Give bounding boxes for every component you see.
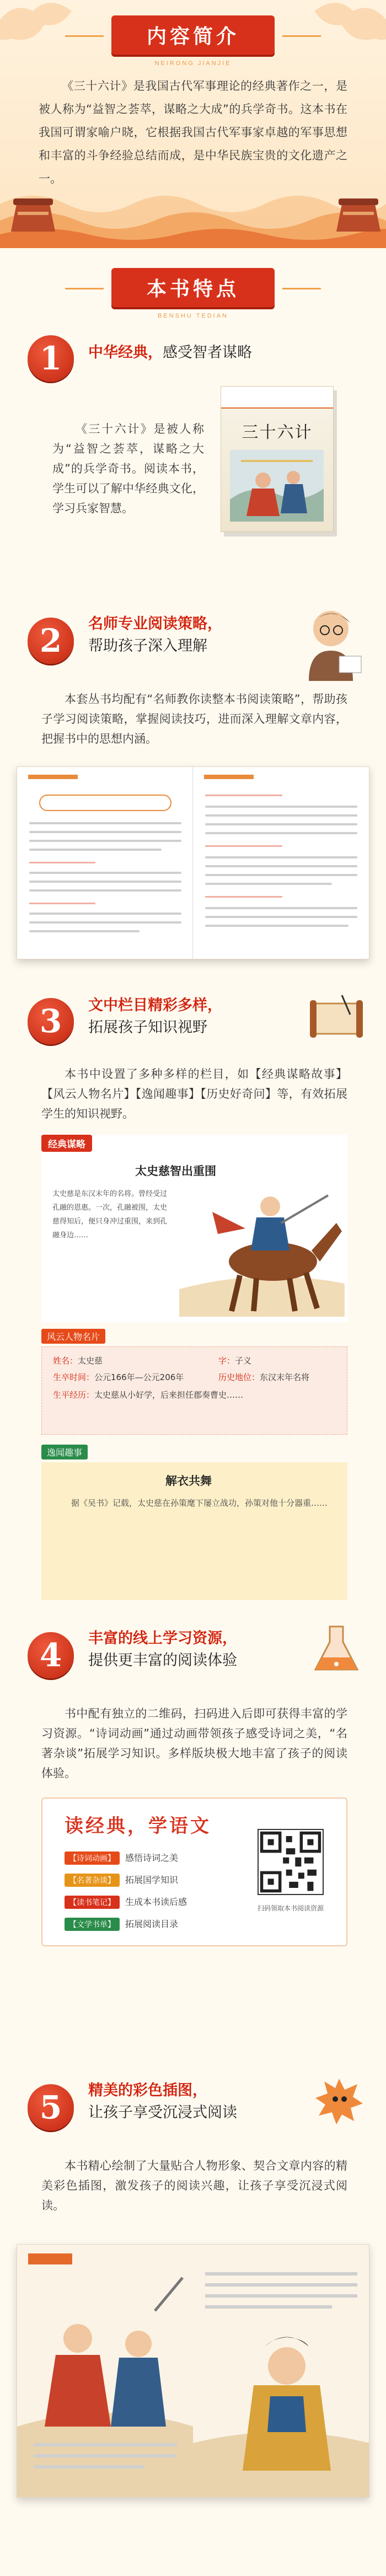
feature-body: 本书精心绘制了大量贴合人物形象、契合文章内容的精美彩色插图，激发孩子的阅读兴趣，让孩子享受沉浸式阅读。 bbox=[41, 2159, 347, 2212]
flask-illustration-icon bbox=[309, 1621, 364, 1676]
resource-item[interactable]: 【读书笔记】 生成本书读后感 bbox=[65, 1895, 187, 1910]
feature-5 bbox=[0, 2068, 386, 2576]
feature-number: 5 bbox=[28, 2084, 74, 2130]
horse-rider-illustration-icon bbox=[179, 1179, 345, 1317]
excerpt-story-title: 太史慈智出重围 bbox=[135, 1164, 216, 1178]
resources-title: 读经典，学语文 bbox=[65, 1815, 211, 1837]
feature-title: 中华经典，感受智者谋略 bbox=[88, 344, 252, 361]
feature-number: 2 bbox=[28, 618, 74, 664]
features-header bbox=[0, 248, 386, 325]
intro-banner bbox=[0, 15, 386, 67]
intro-text: 《三十六计》是我国古代军事理论的经典著作之一，是被人称为“益智之荟萃，谋略之大成”的兵学奇书。这本书在我国可谓家喻户晓，它根据我国古代军事家卓越的军事思想和丰富的斗争经验总结而成，是中华民族宝贵的文化遗产之一。 bbox=[39, 79, 347, 185]
figure-info-card: 姓名：太史慈 字：子义 生卒时间：公元166年—公元206年 历史地位：东汉末年名将 生平经历：太史慈从小好学，后来担任郡奏曹史…… bbox=[41, 1346, 347, 1435]
book-spread-image bbox=[17, 766, 369, 959]
resource-item[interactable]: 【名著杂谈】 拓展国学知识 bbox=[65, 1873, 178, 1888]
feature-2 bbox=[0, 601, 386, 987]
book-cover bbox=[221, 386, 334, 532]
illustrated-spread-image bbox=[17, 2244, 369, 2498]
illustration-general-icon bbox=[193, 2245, 369, 2498]
resource-item[interactable]: 【文学书单】 拓展阅读目录 bbox=[65, 1917, 178, 1933]
qr-caption: 扫码领取本书阅读资源 bbox=[257, 1904, 324, 1912]
intro-section bbox=[0, 0, 386, 248]
excerpt-story bbox=[41, 1135, 347, 1322]
feature-3 bbox=[0, 987, 386, 1616]
wave-decoration-icon bbox=[0, 165, 386, 248]
features-title: 本书特点 bbox=[111, 268, 275, 307]
intro-subtitle: NEIRONG JIANJIE bbox=[154, 60, 232, 67]
feature-body: 本书中设置了多种多样的栏目，如【经典谋略故事】【风云人物名片】【逸闻趣事】【历史好奇问】等，有效拓展学生的知识视野。 bbox=[41, 1067, 347, 1120]
qr-code-icon[interactable] bbox=[258, 1829, 324, 1895]
book-title: 三十六计 bbox=[242, 423, 313, 442]
intro-title: 内容简介 bbox=[111, 15, 275, 55]
fun-fact-title: 解衣共舞 bbox=[165, 1474, 212, 1488]
fun-fact-card bbox=[41, 1462, 347, 1600]
feature-body: 《三十六计》是被人称为“益智之荟萃，谋略之大成”的兵学奇书。阅读本书，学生可以了解中华经典文化，学习兵家智慧。 bbox=[52, 422, 204, 515]
teacher-illustration-icon bbox=[301, 604, 367, 681]
fun-fact-tag: 逸闻趣事 bbox=[41, 1445, 88, 1459]
fun-fact-text: 据《吴书》记载，太史慈在孙策麾下屡立战功，孙策对他十分器重…… bbox=[71, 1498, 328, 1508]
feature-title: 精美的彩色插图， 让孩子享受沉浸式阅读 bbox=[88, 2082, 237, 2121]
figure-card-tag: 风云人物名片 bbox=[41, 1329, 105, 1344]
feature-title: 丰富的线上学习资源， 提供更丰富的阅读体验 bbox=[88, 1630, 237, 1669]
resource-item[interactable]: 【诗词动画】 感悟诗词之美 bbox=[65, 1851, 178, 1866]
excerpt-story-text: 太史慈是东汉末年的名将。曾经受过孔融的恩惠。一次，孔融被围，太史慈得知后，便只身冲过重围，来到孔融身边…… bbox=[52, 1190, 168, 1239]
monster-illustration-icon bbox=[314, 2076, 364, 2126]
features-subtitle: BENSHU TEDIAN bbox=[157, 313, 229, 319]
feature-body: 本套丛书均配有“名师教你读整本书阅读策略”，帮助孩子学习阅读策略，掌握阅读技巧，进而深入理解文章内容，把握书中的思想内涵。 bbox=[41, 693, 347, 745]
resources-card bbox=[41, 1797, 347, 1946]
feature-1 bbox=[0, 325, 386, 601]
feature-number: 4 bbox=[28, 1632, 74, 1678]
feature-title: 文中栏目精彩多样， 拓展孩子知识视野 bbox=[88, 997, 222, 1036]
feature-4 bbox=[0, 1616, 386, 2068]
illustration-warriors-icon bbox=[17, 2245, 194, 2498]
feature-title: 名师专业阅读策略， 帮助孩子深入理解 bbox=[88, 615, 222, 654]
excerpt-tag: 经典谋略 bbox=[41, 1135, 92, 1152]
feature-body: 书中配有独立的二维码，扫码进入后即可获得丰富的学习资源。“诗词动画”通过动画带领孩子感受诗词之美，“名著杂谈”拓展学习知识。多样版块极大地丰富了孩子的阅读体验。 bbox=[41, 1707, 347, 1780]
feature-number: 3 bbox=[28, 998, 74, 1044]
book-illustration-icon bbox=[230, 450, 324, 522]
feature-number: 1 bbox=[28, 335, 74, 382]
scroll-illustration-icon bbox=[309, 992, 364, 1042]
